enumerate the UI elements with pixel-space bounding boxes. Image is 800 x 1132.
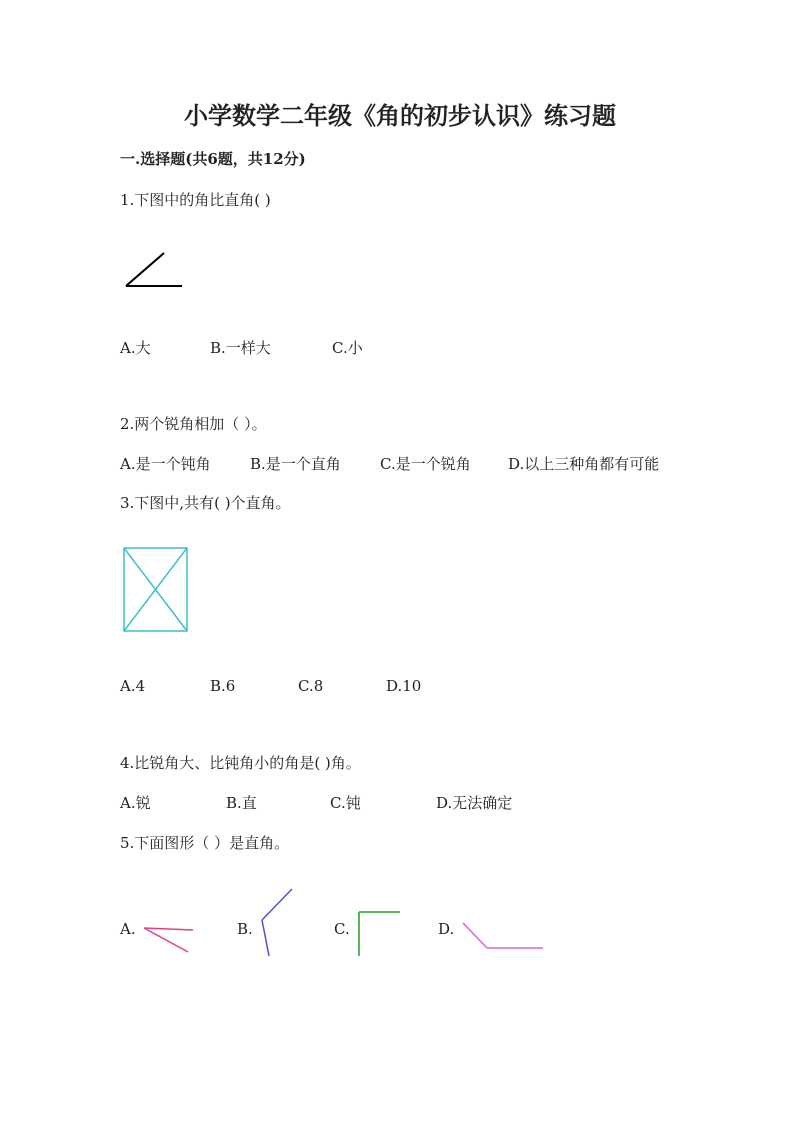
q4-option-c[interactable]: C.钝 xyxy=(330,794,361,812)
rectangle-diagonals-figure xyxy=(120,544,192,636)
q4-option-a[interactable]: A.锐 xyxy=(120,794,151,812)
question-4: 4.比锐角大、比钝角小的角是( )角。 xyxy=(120,754,361,772)
q4-option-b[interactable]: B.直 xyxy=(226,794,257,812)
question-5: 5.下面图形（ ）是直角。 xyxy=(120,834,290,852)
question-2: 2.两个锐角相加（ ）。 xyxy=(120,415,267,433)
q4-option-d[interactable]: D.无法确定 xyxy=(436,794,513,812)
q3-option-b[interactable]: B.6 xyxy=(210,677,236,695)
q5-option-c[interactable]: C. xyxy=(334,920,350,938)
q3-option-c[interactable]: C.8 xyxy=(298,677,324,695)
q5-figure-c xyxy=(354,906,406,960)
q5-option-a[interactable]: A. xyxy=(120,920,136,938)
q2-option-c[interactable]: C.是一个锐角 xyxy=(380,455,471,473)
q5-option-d[interactable]: D. xyxy=(438,920,455,938)
q3-option-d[interactable]: D.10 xyxy=(386,677,422,695)
q1-option-c[interactable]: C.小 xyxy=(332,339,363,357)
q1-option-b[interactable]: B.一样大 xyxy=(210,339,271,357)
q5-figure-b xyxy=(258,884,298,962)
q5-option-b[interactable]: B. xyxy=(237,920,253,938)
q1-option-a[interactable]: A.大 xyxy=(120,339,151,357)
page-title: 小学数学二年级《角的初步认识》练习题 xyxy=(184,101,616,130)
q2-option-b[interactable]: B.是一个直角 xyxy=(250,455,341,473)
q2-option-d[interactable]: D.以上三种角都有可能 xyxy=(508,455,660,473)
q5-figure-d xyxy=(458,918,548,954)
question-3: 3.下图中,共有( )个直角。 xyxy=(120,494,291,512)
question-1: 1.下图中的角比直角( ) xyxy=(120,191,271,209)
q2-option-a[interactable]: A.是一个钝角 xyxy=(120,455,211,473)
q5-figure-a xyxy=(140,920,200,960)
section-heading: 一.选择题(共6题，共12分) xyxy=(120,150,306,168)
q3-option-a[interactable]: A.4 xyxy=(120,677,146,695)
angle-figure-q1 xyxy=(120,245,190,295)
